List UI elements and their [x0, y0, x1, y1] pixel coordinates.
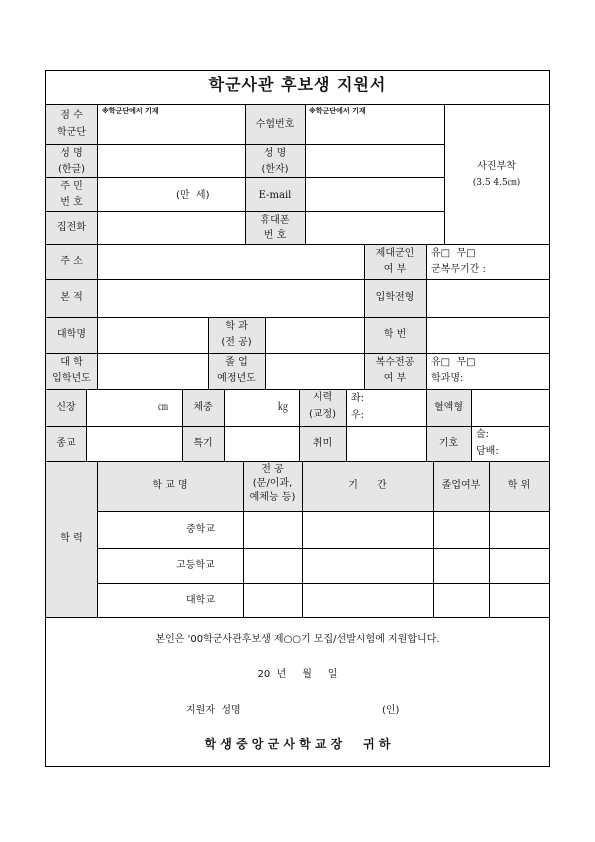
home-phone-label: 집전화	[57, 222, 86, 233]
photo-size: (3.5 4.5㎝)	[472, 178, 521, 188]
middle-school-label: 중학교	[186, 524, 215, 535]
statement-text: 본인은 '00학군사관후보생 제○○기 모집/선발시험에 지원합니다.	[155, 634, 440, 645]
score-label: 점 수	[60, 110, 83, 121]
date-line: 20 년 월 일	[257, 669, 338, 680]
major-header-sub2: 예체능 등)	[249, 492, 296, 503]
recipient-line: 학 생 중 앙 군 사 학 교 장 귀 하	[204, 737, 391, 751]
degree-header: 학 위	[507, 480, 531, 491]
name-hanja-label: 성 명	[263, 148, 287, 159]
resident-number-label: 주 민	[60, 181, 83, 192]
period-header: 기 간	[348, 480, 387, 491]
double-major-options[interactable]: 유□ 무□	[431, 357, 476, 368]
score-note: ※학군단에서 기재	[102, 107, 159, 115]
hometown-label: 본 적	[60, 292, 83, 303]
height-unit: ㎝	[158, 402, 168, 413]
resident-number-sub-label: 번 호	[60, 197, 83, 208]
major-header: 전 공	[261, 464, 284, 475]
tobacco-label: 담배:	[476, 446, 499, 457]
religion-label: 종교	[56, 438, 76, 449]
college-label: 대학교	[186, 595, 215, 606]
photo-label: 사진부착	[477, 161, 516, 172]
major-header-sub: (문/이과,	[252, 478, 293, 489]
school-name-header: 학 교 명	[152, 480, 188, 491]
application-form	[45, 70, 550, 767]
exam-number-label: 수험번호	[255, 119, 295, 130]
discharged-label: 제대군인	[375, 248, 415, 259]
education-label: 학 력	[60, 533, 83, 544]
graduated-header: 졸업여부	[441, 480, 481, 491]
weight-unit: ㎏	[278, 402, 288, 413]
height-label: 신장	[56, 402, 76, 413]
exam-number-note: ※학군단에서 기재	[309, 107, 366, 115]
double-major-dept-label: 학과명:	[431, 373, 464, 384]
graduation-year-sub-label: 예정년도	[217, 373, 256, 384]
score-sub-label: 학군단	[57, 127, 86, 138]
student-number-label: 학 번	[383, 329, 407, 340]
email-label: E-mail	[258, 190, 292, 201]
name-label: 성 명	[60, 148, 83, 159]
department-sub-label: (전 공)	[221, 337, 252, 348]
hobby-label: 취미	[312, 438, 333, 449]
name-sub-label: (한글)	[57, 164, 86, 175]
double-major-sub-label: 여 부	[383, 373, 407, 384]
discharged-options[interactable]: 유□ 무□	[431, 248, 476, 259]
mobile-sub-label: 번 호	[263, 230, 287, 241]
name-hanja-sub-label: (한자)	[261, 164, 289, 175]
vision-sub-label: (교정)	[308, 409, 337, 420]
graduation-year-label: 졸 업	[225, 357, 248, 368]
university-label: 대학명	[57, 329, 86, 340]
address-label: 주 소	[60, 256, 83, 267]
mobile-label: 휴대폰	[260, 215, 290, 226]
vision-left-label: 좌:	[351, 393, 365, 404]
vision-label: 시력	[312, 392, 333, 403]
talent-label: 특기	[193, 438, 213, 449]
entry-year-sub-label: 입학년도	[52, 373, 91, 384]
blood-type-label: 혈액형	[434, 402, 463, 413]
alcohol-label: 술:	[476, 429, 490, 440]
discharged-sub-label: 여 부	[383, 264, 407, 275]
admission-type-label: 입학전형	[375, 292, 415, 303]
high-school-label: 고등학교	[176, 560, 215, 571]
form-title: 학군사관 후보생 지원서	[208, 75, 387, 94]
seal-label: (인)	[382, 705, 400, 716]
entry-year-label: 대 학	[60, 357, 83, 368]
age-label: (만 세)	[176, 190, 210, 201]
service-period-label: 군복무기간 :	[431, 264, 486, 275]
applicant-name-label: 지원자 성명	[186, 705, 241, 716]
weight-label: 체중	[193, 402, 213, 413]
vision-right-label: 우:	[351, 410, 365, 421]
department-label: 학 과	[225, 321, 248, 332]
preference-label: 기호	[438, 438, 459, 449]
double-major-label: 복수전공	[375, 357, 415, 368]
